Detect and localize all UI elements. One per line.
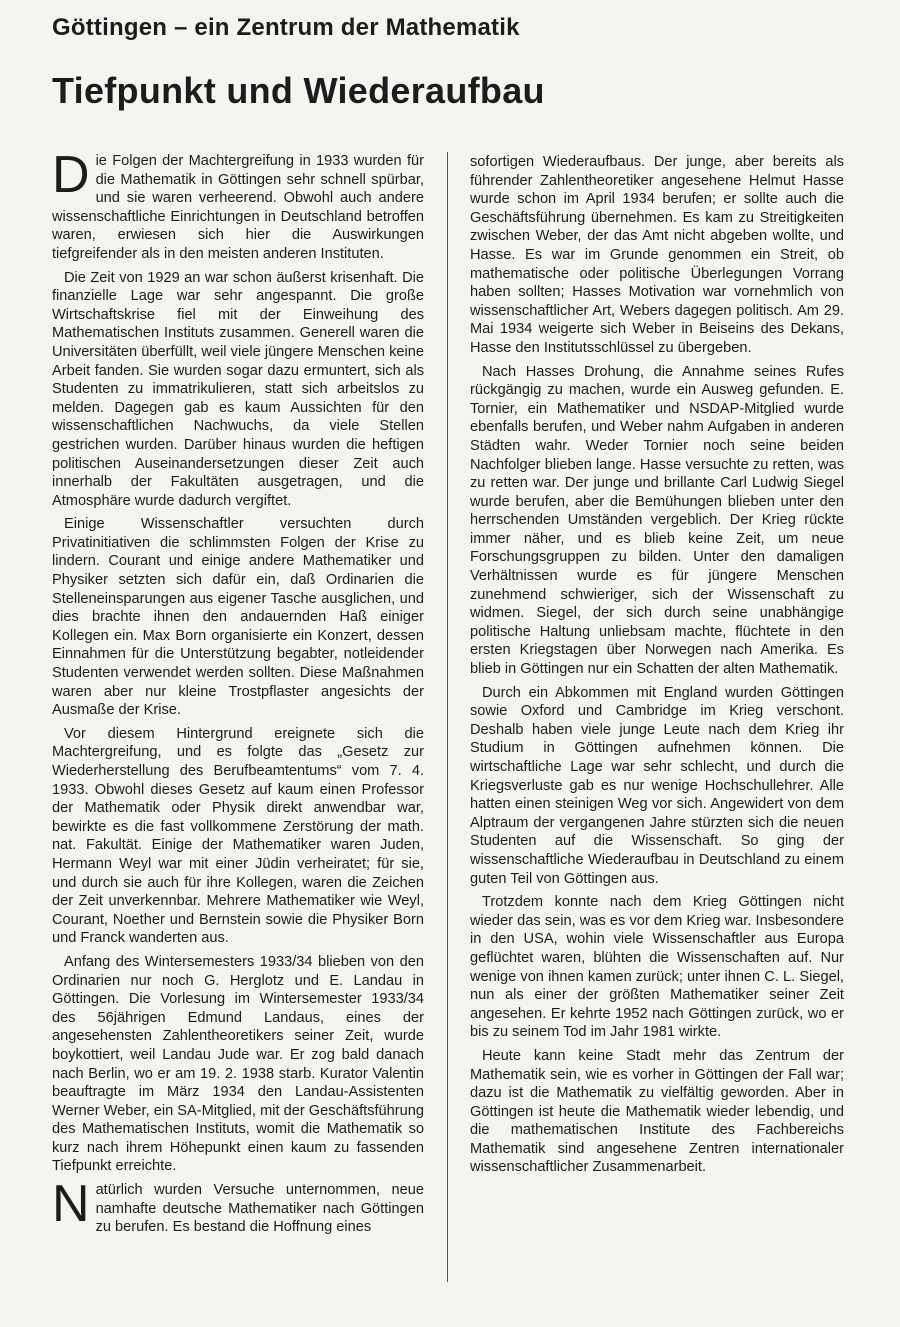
paragraph-1 <box>52 146 424 264</box>
paragraph-5: Anfang des Wintersemesters 1933/34 blieben von den Ordinarien nur noch G. Herglotz und E. Landau in Göttingen. Die Vorlesung im Wintersemester 1933/34 des 56jährigen Edmund Landaus, eines der angesehensten Zahlentheoretikers seiner Zeit, wurde boykottiert, weil Landau Jude war. Er zog bald danach nach Berlin, wo er am 19. 2. 1938 starb. Kurator Valentin beauftragte im März 1934 den Landau-Assistenten Werner Weber, ein SA-Mitglied, mit der Geschäftsführung des Mathematischen Instituts, womit die Mathematik so kurz nach ihrem Höhepunkt einen kaum zu fassenden Tiefpunkt erreichte. <box>52 953 424 1175</box>
paragraph-6-continued: sofortigen Wiederaufbaus. Der junge, aber bereits als führender Zahlentheoretiker angesehene Helmut Hasse wurde schon im April 1934 berufen; er sollte auch die Geschäftsführung übernehmen. Es kam zu Streitigkeiten zwischen Weber, der das Amt nicht abgeben wollte, und Hasse. Es war im Grunde genommen ein Streit, ob mathematische oder politische Überlegungen Vorrang haben sollten; Hasses Motivation war vornehmlich von wissenschaftlicher Art, Webers dagegen politisch. Am 29. Mai 1934 weigerte sich Weber in Beiseins des Dekans, Hasse den Institutsschlüssel zu übergeben. <box>470 154 844 356</box>
paragraph-9: Trotzdem konnte nach dem Krieg Göttingen nicht wieder das sein, was es vor dem Krieg war. Insbesondere in den USA, wohin viele Wissenschaftler aus Europa geflüchtet waren, blühten die Wissenschaften auf. Nur wenige von ihnen kamen zurück; unter ihnen C. L. Siegel, nun als einer der größten Mathematiker seiner Zeit angesehen. Er kehrte 1952 nach Göttingen zurück, wo er bis zu seinem Tod im Jahr 1981 wirkte. <box>470 894 844 1041</box>
paragraph-10: Heute kann keine Stadt mehr das Zentrum der Mathematik sein, wie es vorher in Göttingen der Fall war; dazu ist die Mathematik zu vielfältig geworden. Aber in Göttingen ist heute die Mathematik wieder lebendig, und die mathematischen Institute des Fachbereichs Mathematik sind angesehene Zentren internationaler wissenschaftlicher Zusammenarbeit. <box>470 1047 844 1176</box>
paragraph-3: Einige Wissenschaftler versuchten durch Privatinitiativen die schlimmsten Folgen der Krise zu lindern. Courant und einige andere Mathematiker und Physiker setzten sich dafür ein, daß Ordinarien die Stelleneinsparungen aus eigener Tasche ausglichen, und dies brachte ihnen den andauernden Haß einiger Kollegen ein. Max Born organisierte ein Konzert, dessen Einnahmen für die Unterstützung begabter, notleidender Studenten verwendet werden sollten. Diese Maßnahmen waren aber nur kleine Trostpflaster angesichts der Ausmaße der Krise. <box>52 516 424 719</box>
paragraph-6 <box>52 1175 424 1237</box>
paragraph-6-text: atürlich wurden Versuche unternommen, neue namhafte deutsche Mathematiker nach Göttingen zu berufen. Es bestand die Hoffnung eines <box>95 1182 424 1236</box>
paragraph-8: Durch ein Abkommen mit England wurden Göttingen sowie Oxford und Cambridge im Krieg verschont. Deshalb haben viele junge Leute nach dem Krieg ihr Studium in Göttingen aufnehmen können. Die wirtschaftliche Lage war sehr schlecht, und durch die Kriegsverluste gab es nur wenige Hochschullehrer. Alle hatten einen steinigen Weg vor sich. Angewidert von dem Alptraum der vergangenen Jahre stürzten sich die neuen Studenten auf die Wissenschaft. So ging der wissenschaftliche Wiederaufbau in Deutschland zu einem guten Teil von Göttingen aus. <box>470 684 844 887</box>
paragraph-2: Die Zeit von 1929 an war schon äußerst krisenhaft. Die finanzielle Lage war sehr angespannt. Die große Wirtschaftskrise fiel mit der Einweihung des Mathematischen Instituts zusammen. Generell waren die Universitäten überfüllt, weil viele jüngere Menschen keine Arbeit fanden. Sie wurden sogar dazu ermuntert, sich als Studenten zu immatrikulieren, statt sich arbeitslos zu melden. Dagegen gab es kaum Aussichten für den wissenschaftlichen Nachwuchs, da viele Stellen gestrichen wurden. Darüber hinaus wurden die heftigen politischen Auseinandersetzungen dieser Zeit auch innerhalb der Fakultäten ausgetragen, und die Atmosphäre wurde dadurch vergiftet. <box>52 269 424 509</box>
dropcap-d: D <box>52 146 90 204</box>
right-column <box>470 153 844 1182</box>
paragraph-7: Nach Hasses Drohung, die Annahme seines Rufes rückgängig zu machen, wurde ein Ausweg gefunden. E. Tornier, ein Mathematiker und NSDAP-Mitglied wurde ebenfalls berufen, und Weber nahm Aufgaben in anderen Städten wahr. Weder Tornier noch seine beiden Nachfolger blieben lange. Hasse versuchte zu retten, was zu retten war. Der junge und brillante Carl Ludwig Siegel wurde berufen, aber die Bemühungen blieben unter den herrschenden Umständen vergeblich. Der Krieg rückte immer näher, und es blieb keine Zeit, um neue Forschungsgruppen zu bilden. Unter den damaligen Verhältnissen wurde es für jüngere Menschen zunehmend schwieriger, sich der Wissenschaft zu widmen. Siegel, der sich durch seine unabhängige politische Haltung unliebsam machte, flüchtete in den ersten Kriegstagen über Norwegen nach Amerika. Es blieb in Göttingen nur ein Schatten der alten Mathematik. <box>470 363 844 678</box>
paragraph-4: Vor diesem Hintergrund ereignete sich die Machtergreifung, und es folgte das „Gesetz zur Wiederherstellung des Berufbeamtentums“ vom 7. 4. 1933. Obwohl dieses Gesetz auf kaum einen Professor der Mathematik oder Physik direkt anwendbar war, bewirkte es die fast vollkommene Zerstörung der math. nat. Fakultät. Einige der Mathematiker waren Juden, Hermann Weyl war mit einer Jüdin verheiratet; für sie, und durch sie auch für ihre Kollegen, waren die Zeichen der Zeit unverkennbar. Mehrere Mathematiker wie Weyl, Courant, Noether und Bernstein sowie die Physiker Born und Franck wanderten aus. <box>52 725 424 947</box>
page-title: Tiefpunkt und Wiederaufbau <box>52 70 545 111</box>
left-column <box>52 146 424 1242</box>
column-divider <box>447 152 448 1282</box>
dropcap-n: N <box>52 1175 90 1234</box>
supertitle: Göttingen – ein Zentrum der Mathematik <box>52 14 520 41</box>
paragraph-1-text: ie Folgen der Machtergreifung in 1933 wurden für die Mathematik in Göttingen sehr schnell spürbar, und sie waren verheerend. Obwohl auch andere wissenschaftliche Einrichtungen in Deutschland betroffen waren, erwiesen sich hier die Auswirkungen tiefgreifender als in den meisten anderen Instituten. <box>52 153 424 262</box>
